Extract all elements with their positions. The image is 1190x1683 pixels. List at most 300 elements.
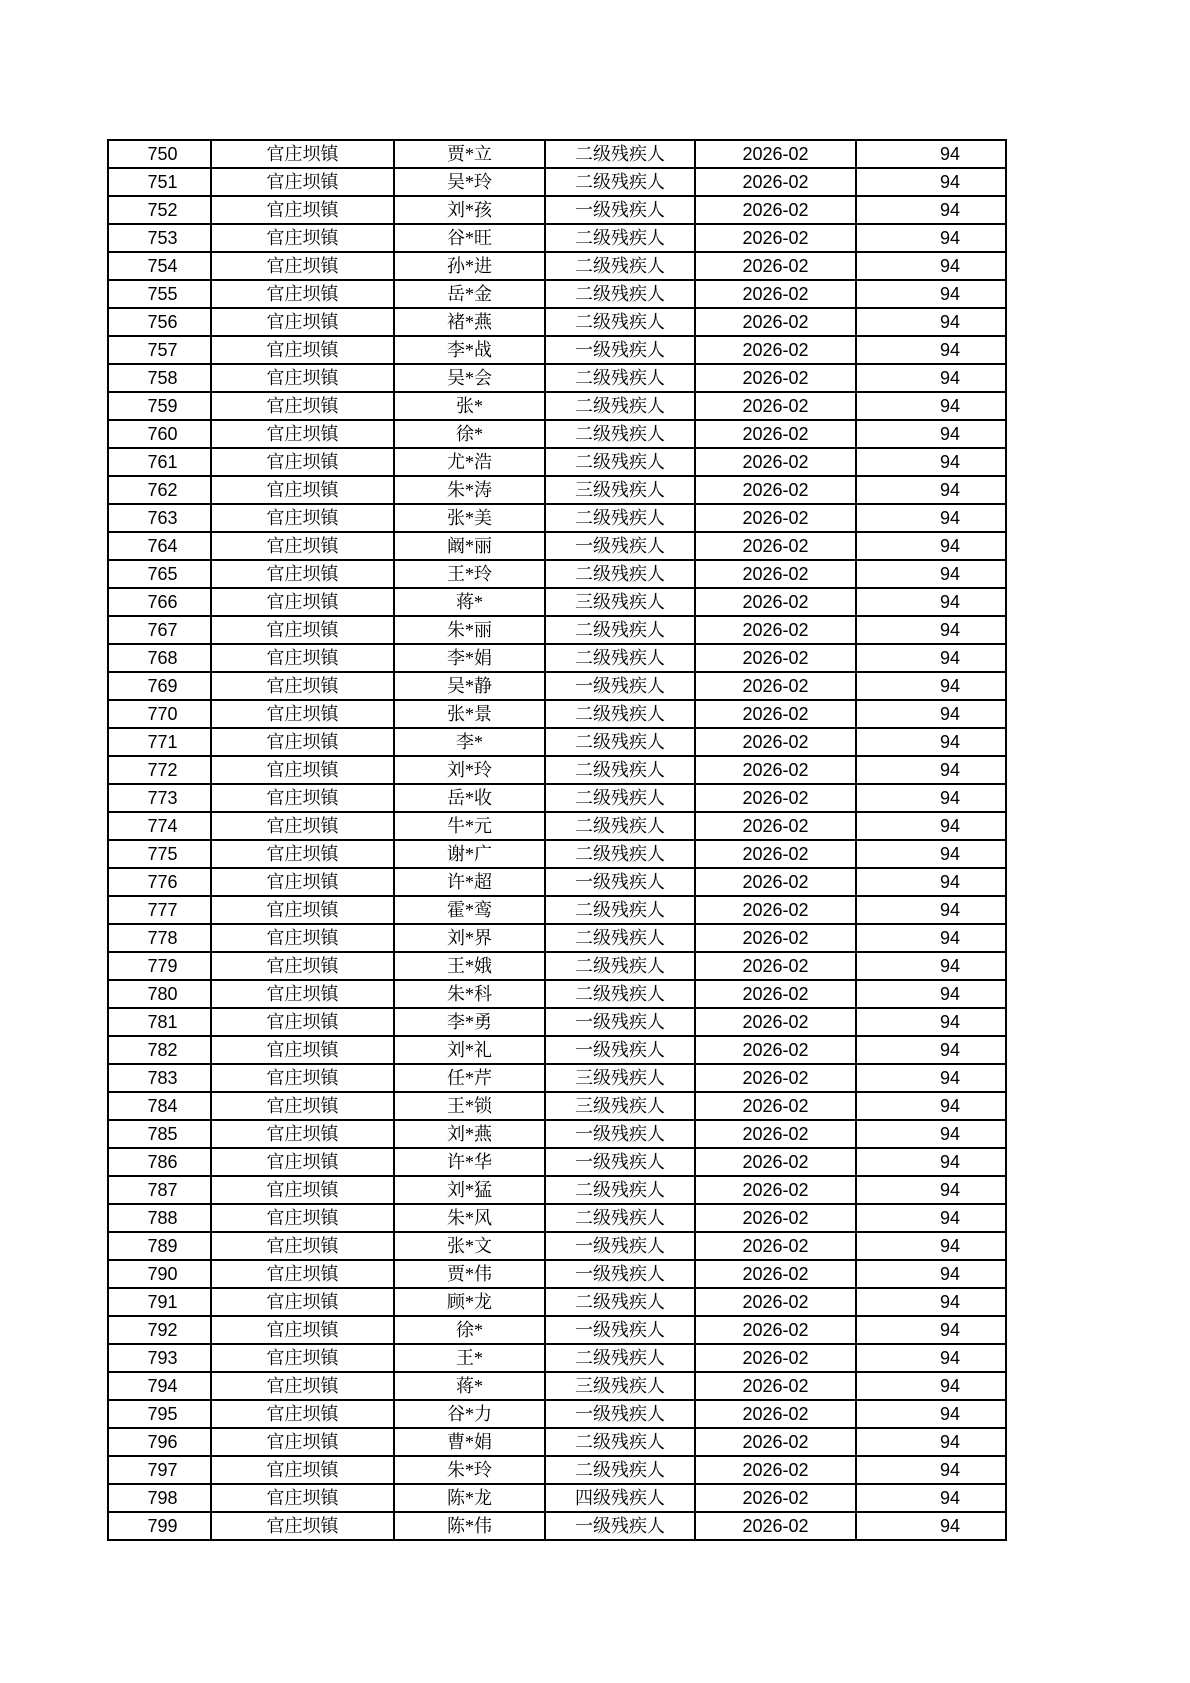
cell-town: 官庄坝镇 [211,420,394,448]
cell-person-name: 谷*力 [394,1400,545,1428]
cell-disability-level: 二级残疾人 [545,952,695,980]
cell-serial-number: 780 [108,980,211,1008]
table-row [108,364,1006,392]
cell-person-name: 蒋* [394,1372,545,1400]
cell-amount: 94 [856,476,1006,504]
cell-serial-number: 782 [108,1036,211,1064]
cell-serial-number: 765 [108,560,211,588]
cell-amount: 94 [856,420,1006,448]
cell-town: 官庄坝镇 [211,364,394,392]
cell-amount: 94 [856,1232,1006,1260]
table-row [108,336,1006,364]
cell-town: 官庄坝镇 [211,1288,394,1316]
cell-payment-month: 2026-02 [695,224,856,252]
table-row [108,196,1006,224]
cell-payment-month: 2026-02 [695,896,856,924]
cell-amount: 94 [856,980,1006,1008]
cell-town: 官庄坝镇 [211,1120,394,1148]
cell-amount: 94 [856,1064,1006,1092]
cell-town: 官庄坝镇 [211,504,394,532]
cell-person-name: 朱*涛 [394,476,545,504]
cell-serial-number: 791 [108,1288,211,1316]
cell-person-name: 陈*龙 [394,1484,545,1512]
cell-town: 官庄坝镇 [211,168,394,196]
cell-payment-month: 2026-02 [695,588,856,616]
cell-person-name: 岳*收 [394,784,545,812]
cell-payment-month: 2026-02 [695,168,856,196]
cell-town: 官庄坝镇 [211,700,394,728]
cell-town: 官庄坝镇 [211,1064,394,1092]
table-row [108,1344,1006,1372]
cell-person-name: 张*美 [394,504,545,532]
cell-amount: 94 [856,672,1006,700]
cell-amount: 94 [856,728,1006,756]
cell-serial-number: 783 [108,1064,211,1092]
cell-amount: 94 [856,1372,1006,1400]
cell-person-name: 顾*龙 [394,1288,545,1316]
cell-amount: 94 [856,504,1006,532]
cell-disability-level: 一级残疾人 [545,1512,695,1540]
cell-serial-number: 771 [108,728,211,756]
cell-disability-level: 二级残疾人 [545,168,695,196]
cell-amount: 94 [856,784,1006,812]
cell-disability-level: 三级残疾人 [545,1064,695,1092]
table-row [108,924,1006,952]
cell-serial-number: 764 [108,532,211,560]
table-row [108,1400,1006,1428]
cell-person-name: 许*华 [394,1148,545,1176]
cell-disability-level: 一级残疾人 [545,1120,695,1148]
cell-disability-level: 二级残疾人 [545,392,695,420]
table-row [108,644,1006,672]
cell-payment-month: 2026-02 [695,1260,856,1288]
table-row [108,1064,1006,1092]
cell-serial-number: 752 [108,196,211,224]
cell-person-name: 朱*丽 [394,616,545,644]
cell-serial-number: 769 [108,672,211,700]
cell-serial-number: 794 [108,1372,211,1400]
cell-town: 官庄坝镇 [211,896,394,924]
cell-person-name: 吴*静 [394,672,545,700]
cell-amount: 94 [856,392,1006,420]
cell-disability-level: 一级残疾人 [545,1008,695,1036]
cell-town: 官庄坝镇 [211,1456,394,1484]
cell-town: 官庄坝镇 [211,140,394,168]
cell-payment-month: 2026-02 [695,1176,856,1204]
cell-disability-level: 三级残疾人 [545,588,695,616]
cell-amount: 94 [856,1316,1006,1344]
cell-amount: 94 [856,1204,1006,1232]
cell-payment-month: 2026-02 [695,448,856,476]
table-row [108,952,1006,980]
cell-amount: 94 [856,1176,1006,1204]
cell-payment-month: 2026-02 [695,560,856,588]
table-row [108,1232,1006,1260]
cell-payment-month: 2026-02 [695,1092,856,1120]
cell-disability-level: 二级残疾人 [545,140,695,168]
cell-payment-month: 2026-02 [695,644,856,672]
cell-town: 官庄坝镇 [211,1204,394,1232]
cell-payment-month: 2026-02 [695,924,856,952]
cell-payment-month: 2026-02 [695,196,856,224]
cell-person-name: 徐* [394,1316,545,1344]
cell-town: 官庄坝镇 [211,1148,394,1176]
cell-person-name: 刘*猛 [394,1176,545,1204]
cell-serial-number: 770 [108,700,211,728]
table-row [108,588,1006,616]
cell-town: 官庄坝镇 [211,840,394,868]
cell-amount: 94 [856,1400,1006,1428]
table-row [108,980,1006,1008]
table-row [108,616,1006,644]
table-row [108,1176,1006,1204]
cell-payment-month: 2026-02 [695,1064,856,1092]
cell-amount: 94 [856,308,1006,336]
cell-amount: 94 [856,1148,1006,1176]
table-row [108,308,1006,336]
table-row [108,812,1006,840]
cell-amount: 94 [856,896,1006,924]
table-row [108,168,1006,196]
cell-amount: 94 [856,1428,1006,1456]
cell-person-name: 吴*玲 [394,168,545,196]
cell-town: 官庄坝镇 [211,1428,394,1456]
cell-town: 官庄坝镇 [211,308,394,336]
cell-disability-level: 二级残疾人 [545,784,695,812]
cell-disability-level: 二级残疾人 [545,896,695,924]
cell-amount: 94 [856,532,1006,560]
table-row [108,1260,1006,1288]
cell-payment-month: 2026-02 [695,952,856,980]
cell-payment-month: 2026-02 [695,308,856,336]
cell-amount: 94 [856,140,1006,168]
cell-town: 官庄坝镇 [211,476,394,504]
cell-person-name: 陈*伟 [394,1512,545,1540]
cell-serial-number: 778 [108,924,211,952]
cell-town: 官庄坝镇 [211,1512,394,1540]
cell-person-name: 刘*礼 [394,1036,545,1064]
cell-person-name: 张*景 [394,700,545,728]
table-row [108,392,1006,420]
cell-amount: 94 [856,364,1006,392]
cell-serial-number: 793 [108,1344,211,1372]
cell-payment-month: 2026-02 [695,1120,856,1148]
cell-serial-number: 753 [108,224,211,252]
cell-disability-level: 一级残疾人 [545,1148,695,1176]
cell-person-name: 刘*燕 [394,1120,545,1148]
cell-disability-level: 二级残疾人 [545,1176,695,1204]
cell-person-name: 谷*旺 [394,224,545,252]
cell-town: 官庄坝镇 [211,1484,394,1512]
cell-town: 官庄坝镇 [211,1092,394,1120]
cell-town: 官庄坝镇 [211,280,394,308]
cell-town: 官庄坝镇 [211,728,394,756]
table-row [108,1092,1006,1120]
table-row [108,1036,1006,1064]
table-row [108,1288,1006,1316]
cell-serial-number: 756 [108,308,211,336]
cell-amount: 94 [856,1456,1006,1484]
cell-town: 官庄坝镇 [211,224,394,252]
cell-town: 官庄坝镇 [211,560,394,588]
cell-payment-month: 2026-02 [695,1204,856,1232]
cell-serial-number: 792 [108,1316,211,1344]
cell-amount: 94 [856,252,1006,280]
cell-disability-level: 一级残疾人 [545,1316,695,1344]
table-row [108,1428,1006,1456]
table-row [108,280,1006,308]
cell-amount: 94 [856,868,1006,896]
cell-town: 官庄坝镇 [211,784,394,812]
table-row [108,532,1006,560]
cell-disability-level: 三级残疾人 [545,476,695,504]
cell-payment-month: 2026-02 [695,532,856,560]
cell-serial-number: 797 [108,1456,211,1484]
cell-payment-month: 2026-02 [695,616,856,644]
table-row [108,476,1006,504]
cell-amount: 94 [856,196,1006,224]
cell-serial-number: 751 [108,168,211,196]
cell-town: 官庄坝镇 [211,616,394,644]
benefit-table [107,139,1007,1541]
cell-payment-month: 2026-02 [695,420,856,448]
table-row [108,1484,1006,1512]
cell-person-name: 刘*界 [394,924,545,952]
cell-serial-number: 761 [108,448,211,476]
cell-serial-number: 788 [108,1204,211,1232]
cell-person-name: 尤*浩 [394,448,545,476]
table-row [108,448,1006,476]
cell-person-name: 曹*娟 [394,1428,545,1456]
cell-person-name: 张*文 [394,1232,545,1260]
cell-town: 官庄坝镇 [211,1400,394,1428]
cell-serial-number: 750 [108,140,211,168]
table-row [108,420,1006,448]
table-row [108,1008,1006,1036]
cell-serial-number: 760 [108,420,211,448]
table-row [108,1120,1006,1148]
table-row [108,1512,1006,1540]
cell-disability-level: 一级残疾人 [545,1400,695,1428]
cell-town: 官庄坝镇 [211,1344,394,1372]
cell-payment-month: 2026-02 [695,812,856,840]
cell-payment-month: 2026-02 [695,672,856,700]
cell-disability-level: 二级残疾人 [545,308,695,336]
table-row [108,252,1006,280]
cell-disability-level: 二级残疾人 [545,1456,695,1484]
cell-payment-month: 2026-02 [695,756,856,784]
cell-town: 官庄坝镇 [211,1008,394,1036]
cell-payment-month: 2026-02 [695,392,856,420]
cell-serial-number: 772 [108,756,211,784]
cell-disability-level: 一级残疾人 [545,868,695,896]
cell-amount: 94 [856,336,1006,364]
cell-amount: 94 [856,1344,1006,1372]
cell-person-name: 贾*伟 [394,1260,545,1288]
cell-town: 官庄坝镇 [211,588,394,616]
table-row [108,784,1006,812]
cell-payment-month: 2026-02 [695,980,856,1008]
cell-amount: 94 [856,448,1006,476]
cell-payment-month: 2026-02 [695,784,856,812]
cell-serial-number: 777 [108,896,211,924]
table-row [108,896,1006,924]
cell-person-name: 张* [394,392,545,420]
cell-person-name: 任*芹 [394,1064,545,1092]
cell-payment-month: 2026-02 [695,728,856,756]
cell-payment-month: 2026-02 [695,1036,856,1064]
cell-person-name: 吴*会 [394,364,545,392]
cell-payment-month: 2026-02 [695,504,856,532]
cell-disability-level: 二级残疾人 [545,812,695,840]
cell-payment-month: 2026-02 [695,1008,856,1036]
cell-town: 官庄坝镇 [211,448,394,476]
cell-person-name: 李* [394,728,545,756]
cell-serial-number: 785 [108,1120,211,1148]
table-row [108,1148,1006,1176]
cell-disability-level: 一级残疾人 [545,1036,695,1064]
cell-serial-number: 779 [108,952,211,980]
cell-disability-level: 二级残疾人 [545,224,695,252]
cell-payment-month: 2026-02 [695,1148,856,1176]
cell-disability-level: 四级残疾人 [545,1484,695,1512]
table-row [108,224,1006,252]
cell-disability-level: 二级残疾人 [545,700,695,728]
cell-person-name: 贾*立 [394,140,545,168]
cell-serial-number: 766 [108,588,211,616]
cell-amount: 94 [856,1120,1006,1148]
cell-amount: 94 [856,700,1006,728]
cell-person-name: 谢*广 [394,840,545,868]
cell-payment-month: 2026-02 [695,476,856,504]
table-row [108,504,1006,532]
cell-person-name: 阚*丽 [394,532,545,560]
cell-disability-level: 一级残疾人 [545,1232,695,1260]
cell-disability-level: 二级残疾人 [545,448,695,476]
cell-disability-level: 二级残疾人 [545,364,695,392]
cell-disability-level: 二级残疾人 [545,924,695,952]
cell-disability-level: 二级残疾人 [545,840,695,868]
cell-serial-number: 789 [108,1232,211,1260]
cell-payment-month: 2026-02 [695,1428,856,1456]
cell-serial-number: 757 [108,336,211,364]
cell-person-name: 霍*鸾 [394,896,545,924]
cell-person-name: 徐* [394,420,545,448]
cell-amount: 94 [856,168,1006,196]
cell-disability-level: 二级残疾人 [545,560,695,588]
cell-serial-number: 798 [108,1484,211,1512]
cell-amount: 94 [856,280,1006,308]
cell-serial-number: 763 [108,504,211,532]
cell-disability-level: 二级残疾人 [545,756,695,784]
cell-person-name: 刘*孩 [394,196,545,224]
cell-payment-month: 2026-02 [695,1372,856,1400]
cell-amount: 94 [856,1484,1006,1512]
cell-payment-month: 2026-02 [695,280,856,308]
cell-town: 官庄坝镇 [211,196,394,224]
cell-person-name: 蒋* [394,588,545,616]
cell-town: 官庄坝镇 [211,812,394,840]
cell-serial-number: 786 [108,1148,211,1176]
cell-disability-level: 三级残疾人 [545,1372,695,1400]
cell-disability-level: 三级残疾人 [545,1092,695,1120]
cell-amount: 94 [856,756,1006,784]
cell-person-name: 王*玲 [394,560,545,588]
cell-disability-level: 一级残疾人 [545,1260,695,1288]
table-row [108,560,1006,588]
table-row [108,672,1006,700]
cell-town: 官庄坝镇 [211,672,394,700]
cell-person-name: 朱*玲 [394,1456,545,1484]
cell-town: 官庄坝镇 [211,756,394,784]
cell-serial-number: 781 [108,1008,211,1036]
cell-amount: 94 [856,924,1006,952]
cell-serial-number: 790 [108,1260,211,1288]
cell-disability-level: 一级残疾人 [545,532,695,560]
cell-serial-number: 784 [108,1092,211,1120]
cell-person-name: 褚*燕 [394,308,545,336]
cell-serial-number: 775 [108,840,211,868]
cell-person-name: 朱*科 [394,980,545,1008]
cell-person-name: 许*超 [394,868,545,896]
cell-payment-month: 2026-02 [695,1512,856,1540]
cell-town: 官庄坝镇 [211,952,394,980]
cell-disability-level: 二级残疾人 [545,644,695,672]
cell-town: 官庄坝镇 [211,980,394,1008]
cell-serial-number: 762 [108,476,211,504]
cell-payment-month: 2026-02 [695,252,856,280]
cell-serial-number: 767 [108,616,211,644]
cell-serial-number: 768 [108,644,211,672]
cell-amount: 94 [856,1260,1006,1288]
cell-serial-number: 774 [108,812,211,840]
cell-payment-month: 2026-02 [695,364,856,392]
cell-payment-month: 2026-02 [695,1344,856,1372]
cell-person-name: 孙*进 [394,252,545,280]
cell-town: 官庄坝镇 [211,336,394,364]
cell-person-name: 刘*玲 [394,756,545,784]
cell-payment-month: 2026-02 [695,1316,856,1344]
cell-payment-month: 2026-02 [695,1484,856,1512]
cell-serial-number: 754 [108,252,211,280]
cell-disability-level: 一级残疾人 [545,672,695,700]
cell-amount: 94 [856,812,1006,840]
table-row [108,728,1006,756]
cell-serial-number: 799 [108,1512,211,1540]
cell-amount: 94 [856,1288,1006,1316]
cell-disability-level: 二级残疾人 [545,420,695,448]
cell-disability-level: 二级残疾人 [545,1288,695,1316]
table-row [108,1204,1006,1232]
cell-town: 官庄坝镇 [211,1036,394,1064]
cell-disability-level: 二级残疾人 [545,1204,695,1232]
cell-town: 官庄坝镇 [211,532,394,560]
cell-payment-month: 2026-02 [695,840,856,868]
cell-payment-month: 2026-02 [695,700,856,728]
cell-amount: 94 [856,224,1006,252]
cell-person-name: 岳*金 [394,280,545,308]
cell-person-name: 王*娥 [394,952,545,980]
cell-disability-level: 一级残疾人 [545,196,695,224]
table-row [108,1316,1006,1344]
table-row [108,700,1006,728]
cell-disability-level: 二级残疾人 [545,252,695,280]
table-row [108,868,1006,896]
cell-town: 官庄坝镇 [211,644,394,672]
cell-payment-month: 2026-02 [695,1288,856,1316]
cell-disability-level: 二级残疾人 [545,980,695,1008]
cell-disability-level: 二级残疾人 [545,616,695,644]
